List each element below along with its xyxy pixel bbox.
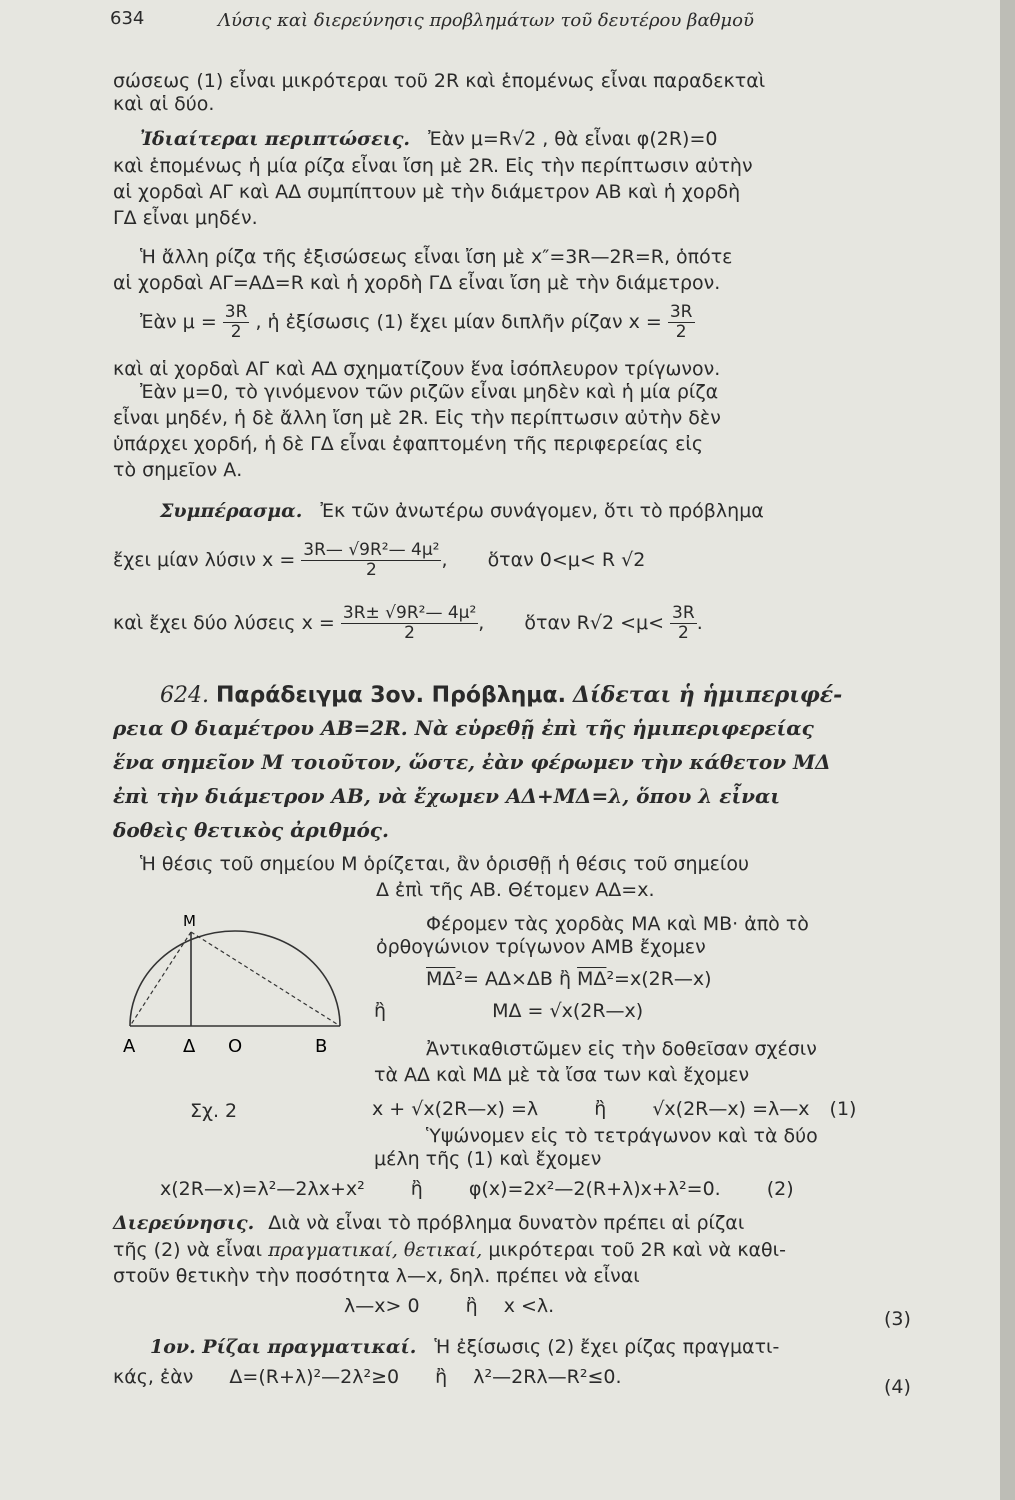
text-line: ΓΔ εἶναι μηδέν. [113, 207, 258, 229]
numerator: 3R± √9R²— 4μ² [342, 603, 477, 623]
text-span: τῆς (2) νὰ εἶναι [113, 1239, 263, 1261]
text-emphasis: πραγματικαί, θετικαί, [268, 1239, 483, 1261]
text-line: Ἀντικαθιστῶμεν εἰς τὴν δοθεῖσαν σχέσιν [426, 1038, 817, 1060]
text-span: λ—x> 0 [344, 1295, 420, 1317]
text-line [113, 1239, 786, 1261]
denominator: 2 [365, 560, 377, 580]
text-line: μέλη τῆς (1) καὶ ἔχομεν [374, 1148, 602, 1170]
segment-md: $\overline{M\Delta}$ [577, 968, 607, 990]
text-span: ²= ΑΔ×ΔΒ ἢ [455, 968, 578, 990]
fraction [670, 604, 697, 643]
problem-text: ἐπὶ τὴν διάμετρον ΑΒ, νὰ ἔχωμεν ΑΔ+ΜΔ=λ, ὅπου λ εἶναι [113, 784, 781, 808]
text-span: μικρότεραι τοῦ 2R καὶ νὰ καθι- [488, 1239, 786, 1261]
page-edge [1000, 0, 1015, 1500]
label-o: Ο [228, 1036, 243, 1057]
text-span: Διὰ νὰ εἶναι τὸ πρόβλημα δυνατὸν πρέπει αἱ ρίζαι [268, 1212, 745, 1234]
fraction [301, 541, 441, 580]
section-title: 1ον. Ρίζαι πραγματικαί. [150, 1336, 417, 1358]
running-title: Λύσις καὶ διερεύνησις προβλημάτων τοῦ δευτέρου βαθμοῦ [218, 10, 754, 31]
text-span: Δ=(R+λ)²—2λ²≥0 [229, 1366, 400, 1388]
problem-text: δοθεὶς θετικὸς ἀριθμός. [113, 818, 389, 842]
formula-line [372, 1098, 856, 1120]
page-number: 634 [110, 8, 145, 29]
denominator: 2 [230, 322, 242, 342]
denominator: 2 [677, 623, 689, 643]
equation-number: (3) [884, 1308, 911, 1330]
text-span: ἢ [435, 1366, 448, 1388]
section-title: Διερεύνησις. [113, 1212, 255, 1234]
text-line: Ἐὰν μ=0, τὸ γινόμενον τῶν ριζῶν εἶναι μηδὲν καὶ ἡ μία ρίζα [140, 381, 719, 403]
label-a: Α [123, 1036, 136, 1057]
text-span: ἢ [374, 1000, 387, 1022]
figure-caption: Σχ. 2 [190, 1100, 238, 1122]
text-span: x + √x(2R—x) =λ [372, 1098, 539, 1120]
denominator: 2 [675, 322, 687, 342]
formula-line [113, 1366, 622, 1388]
section-title: Συμπέρασμα. [160, 500, 303, 522]
text-span: λ²—2Rλ—R²≤0. [473, 1366, 622, 1388]
problem-text: Δίδεται ἡ ἡμιπεριφέ- [572, 682, 843, 708]
text-span: ΜΔ = √x(2R—x) [492, 1000, 644, 1022]
equation-number: (2) [766, 1178, 794, 1200]
text-line: Φέρομεν τὰς χορδὰς ΜΑ καὶ ΜΒ· ἀπὸ τὸ [426, 913, 809, 935]
fraction [223, 303, 250, 342]
text-span: Ἐὰν μ = [140, 311, 217, 333]
numerator: 3R [672, 603, 695, 623]
text-span: . [696, 612, 703, 634]
chord-ma [130, 932, 191, 1026]
text-span: , [478, 612, 485, 634]
text-line: Ὑψώνομεν εἰς τὸ τετράγωνον καὶ τὰ δύο [426, 1125, 818, 1147]
text-span: ἔχει μίαν λύσιν x = [113, 549, 296, 571]
numerator: 3R [669, 302, 693, 322]
text-line [140, 128, 717, 150]
text-span: ὅταν 0<μ< R √2 [487, 549, 646, 571]
text-line: εἶναι μηδέν, ἡ δὲ ἄλλη ἴση μὲ 2R. Εἰς τὴν περίπτωσιν αὐτὴν δὲν [113, 407, 721, 429]
fraction [341, 604, 478, 643]
text-line: ὀρθογώνιον τρίγωνον ΑΜΒ ἔχομεν [376, 936, 706, 958]
text-line: καὶ αἱ δύο. [113, 93, 215, 115]
text-line: αἱ χορδαὶ ΑΓ καὶ ΑΔ συμπίπτουν μὲ τὴν διάμετρον ΑΒ καὶ ἡ χορδὴ [113, 181, 741, 203]
text-span: ἢ [465, 1295, 478, 1317]
formula-line [113, 540, 645, 580]
text-line: ὑπάρχει χορδή, ἡ δὲ ΓΔ εἶναι ἐφαπτομένη τῆς περιφερείας εἰς [113, 433, 703, 455]
formula-line [113, 603, 703, 643]
problem-text: ρεια Ο διαμέτρου ΑΒ=2R. Νὰ εὑρεθῇ ἐπὶ τῆς ἡμιπεριφερείας [113, 716, 814, 740]
problem-number: 624. [160, 683, 209, 708]
text-span: καὶ ἔχει δύο λύσεις x = [113, 612, 335, 634]
formula-line [140, 302, 695, 342]
text-span: Ἡ ἐξίσωσις (2) ἔχει ρίζας πραγματι- [434, 1336, 780, 1358]
formula-line [426, 968, 712, 990]
problem-label: Παράδειγμα 3ον. Πρόβλημα. [215, 683, 566, 708]
problem-heading [160, 682, 842, 709]
numerator: 3R [224, 302, 248, 322]
formula-line [374, 1000, 643, 1022]
text-line: στοῦν θετικὴν τὴν ποσότητα λ—x, δηλ. πρέπει νὰ εἶναι [113, 1265, 640, 1287]
text-span: φ(x)=2x²—2(R+λ)x+λ²=0. [468, 1178, 721, 1200]
text-span: ὅταν R√2 <μ< [524, 612, 664, 634]
semicircle-arc [130, 931, 340, 1026]
label-m: Μ [183, 912, 196, 930]
label-b: Β [315, 1036, 328, 1057]
formula-line [160, 1178, 794, 1200]
text-line [113, 1212, 744, 1234]
text-span: ἢ [594, 1098, 607, 1120]
text-span: x(2R—x)=λ²—2λx+x² [160, 1178, 365, 1200]
problem-text: ἕνα σημεῖον Μ τοιοῦτον, ὥστε, ἐὰν φέρωμεν τὴν κάθετον ΜΔ [113, 750, 831, 774]
text-line: τὰ ΑΔ καὶ ΜΔ μὲ τὰ ἴσα των καὶ ἔχομεν [374, 1064, 750, 1086]
label-d: Δ [183, 1036, 196, 1057]
segment-md: $\overline{M\Delta}$ [426, 968, 456, 990]
text-line: σώσεως (1) εἶναι μικρότεραι τοῦ 2R καὶ ἑπομένως εἶναι παραδεκταὶ [113, 70, 766, 92]
semicircle-figure [115, 908, 345, 1058]
text-line: τὸ σημεῖον Α. [113, 459, 243, 481]
formula-line [344, 1295, 554, 1317]
text-line: αἱ χορδαὶ ΑΓ=ΑΔ=R καὶ ἡ χορδὴ ΓΔ εἶναι ἴση μὲ τὴν διάμετρον. [113, 272, 721, 294]
text-span: ἢ [410, 1178, 423, 1200]
chord-mb [191, 932, 340, 1026]
text-span: Ἐὰν μ=R√2 , θὰ εἶναι φ(2R)=0 [428, 128, 718, 150]
text-span: , [441, 549, 448, 571]
numerator: 3R— √9R²— 4μ² [303, 540, 440, 560]
equation-number: (1) [829, 1098, 857, 1120]
text-line: Ἡ θέσις τοῦ σημείου Μ ὁρίζεται, ἂν ὁρισθῇ ἡ θέσις τοῦ σημείου [140, 853, 749, 875]
text-line: καὶ αἱ χορδαὶ ΑΓ καὶ ΑΔ σχηματίζουν ἕνα ἰσόπλευρον τρίγωνον. [113, 358, 721, 380]
text-span: √x(2R—x) =λ—x [652, 1098, 810, 1120]
section-title: Ἰδιαίτεραι περιπτώσεις. [140, 128, 411, 150]
fraction [668, 303, 695, 342]
text-span: ²=x(2R—x) [606, 968, 712, 990]
equation-number: (4) [884, 1376, 911, 1398]
text-span: Ἐκ τῶν ἀνωτέρω συνάγομεν, ὅτι τὸ πρόβλημα [320, 500, 764, 522]
text-line: Ἡ ἄλλη ρίζα τῆς ἐξισώσεως εἶναι ἴση μὲ x″=3R—2R=R, ὁπότε [140, 246, 733, 268]
text-line: καὶ ἑπομένως ἡ μία ρίζα εἶναι ἴση μὲ 2R. Εἰς τὴν περίπτωσιν αὐτὴν [113, 155, 753, 177]
text-span: κάς, ἐὰν [113, 1366, 194, 1388]
text-line: Δ ἐπὶ τῆς ΑΒ. Θέτομεν ΑΔ=x. [376, 879, 655, 901]
text-line [150, 1336, 779, 1358]
text-span: x <λ. [503, 1295, 555, 1317]
text-span: , ἡ ἐξίσωσις (1) ἔχει μίαν διπλῆν ρίζαν x = [255, 311, 662, 333]
text-line [160, 500, 764, 522]
denominator: 2 [404, 623, 415, 643]
